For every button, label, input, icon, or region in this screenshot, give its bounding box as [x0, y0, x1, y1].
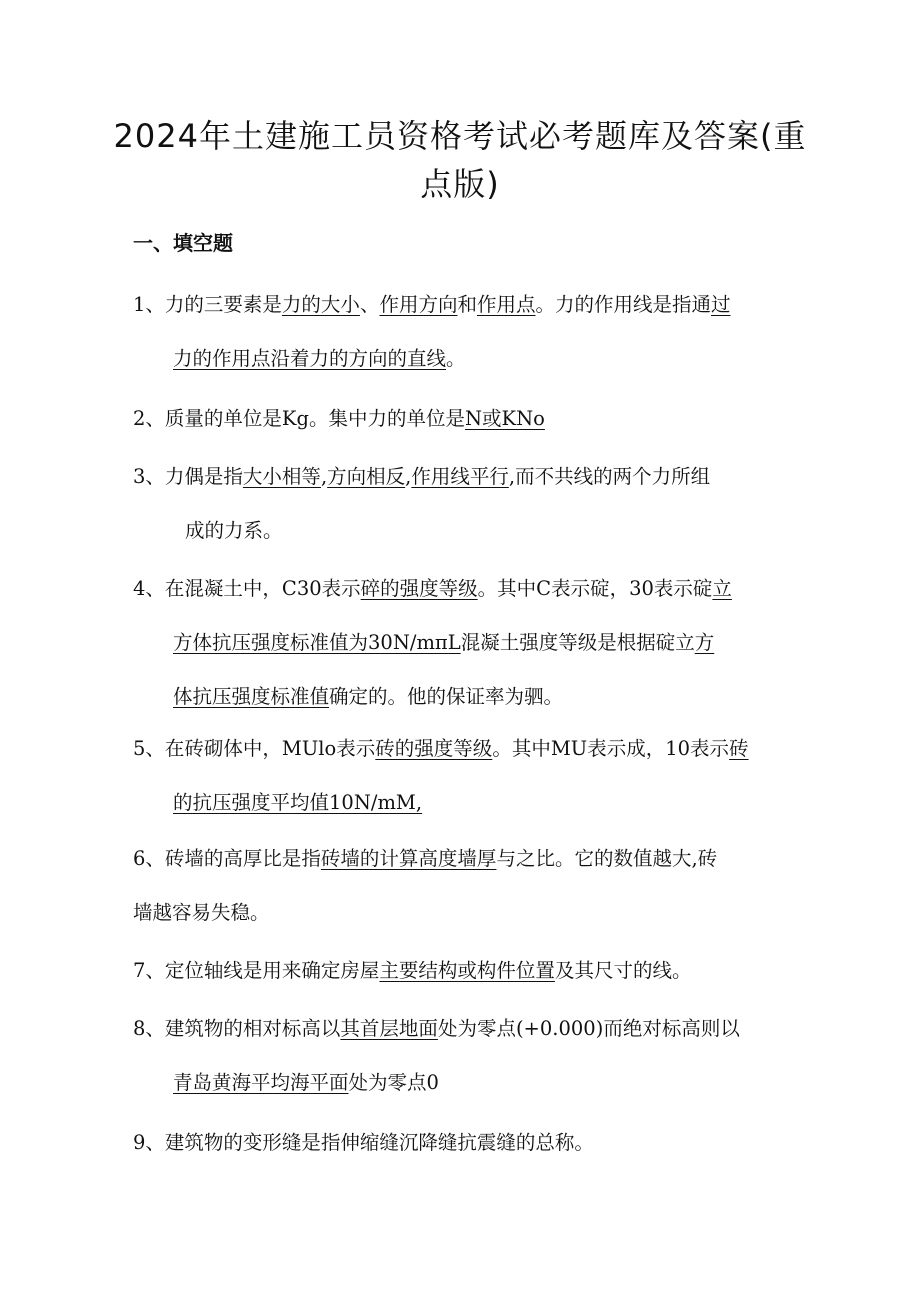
title-line-2: 点版): [420, 165, 500, 203]
question-1-line-1: 1、力的三要素是力的大小、作用方向和作用点。力的作用线是指通过: [133, 293, 731, 316]
answer-blank: 砖的强度等级: [375, 737, 493, 760]
page-title: [100, 112, 820, 208]
title-line-1: 2024年土建施工员资格考试必考题库及答案(重: [113, 117, 807, 155]
question-8: [133, 1002, 793, 1110]
answer-blank: 砖: [729, 737, 749, 760]
question-6: [133, 832, 793, 940]
question-1-line-2: 力的作用点沿着力的方向的直线。: [173, 347, 466, 370]
question-9: [133, 1116, 793, 1170]
answer-blank: 其首层地面: [340, 1017, 438, 1040]
answer-blank: 体抗压强度标准值: [173, 685, 330, 708]
answer-blank: 作用方向: [379, 293, 458, 316]
question-7: [133, 944, 793, 998]
question-2: [133, 392, 793, 446]
question-1: [133, 278, 793, 386]
answer-blank: 方向相反: [327, 465, 406, 488]
question-5: [133, 722, 793, 830]
question-5-line-1: 5、在砖砌体中，MUlo表示砖的强度等级。其中MU表示成，10表示砖: [133, 737, 749, 760]
question-8-line-2: 青岛黄海平均海平面处为零点0: [173, 1071, 439, 1094]
question-3: [133, 450, 793, 558]
question-4-line-1: 4、在混凝土中，C30表示碎的强度等级。其中C表示碇，30表示碇立: [133, 577, 732, 600]
answer-blank: 力的大小: [281, 293, 360, 316]
question-6-line-1: 6、砖墙的高厚比是指砖墙的计算高度墙厚与之比。它的数值越大,砖: [133, 847, 718, 870]
answer-blank: 作用线平行: [411, 465, 509, 488]
answer-blank: 主要结构或构件位置: [379, 959, 555, 982]
answer-blank: 砖墙的计算高度墙厚: [320, 847, 497, 870]
answer-blank: 大小相等: [242, 465, 321, 488]
question-4-line-3: 体抗压强度标准值确定的。他的保证率为驷。: [173, 685, 564, 708]
answer-blank: N或KNo: [464, 407, 545, 430]
question-4: [133, 562, 793, 724]
question-2-line-1: 2、质量的单位是Kg。集中力的单位是N或KNo: [133, 407, 545, 430]
answer-blank: 作用点: [476, 293, 536, 316]
question-3-line-2: 成的力系。: [185, 519, 283, 542]
answer-blank: 方体抗压强度标准值为30N/mπL: [173, 631, 461, 654]
question-5-line-2: [133, 776, 793, 830]
answer-blank: 的抗压强度平均值10N/mM,: [173, 791, 423, 814]
answer-blank: 立: [712, 577, 732, 600]
answer-blank: 碎的强度等级: [360, 577, 478, 600]
question-3-line-1: 3、力偶是指大小相等,方向相反,作用线平行,而不共线的两个力所组: [133, 465, 711, 488]
answer-blank: 方: [694, 631, 715, 654]
question-9-line-1: 9、建筑物的变形缝是指伸缩缝沉降缝抗震缝的总称。: [133, 1131, 594, 1154]
question-7-line-1: 7、定位轴线是用来确定房屋主要结构或构件位置及其尺寸的线。: [133, 959, 692, 982]
answer-blank: 过: [711, 293, 731, 316]
section-heading: 一、填空题: [133, 231, 233, 255]
question-6-line-2: 墙越容易失稳。: [133, 901, 270, 924]
answer-blank: 力的作用点沿着力的方向的直线: [173, 347, 447, 370]
question-4-line-2: 方体抗压强度标准值为30N/mπL混凝土强度等级是根据碇立方: [173, 631, 715, 654]
answer-blank: 青岛黄海平均海平面: [173, 1071, 349, 1094]
question-8-line-1: 8、建筑物的相对标高以其首层地面处为零点(+0.000)而绝对标高则以: [133, 1017, 740, 1040]
